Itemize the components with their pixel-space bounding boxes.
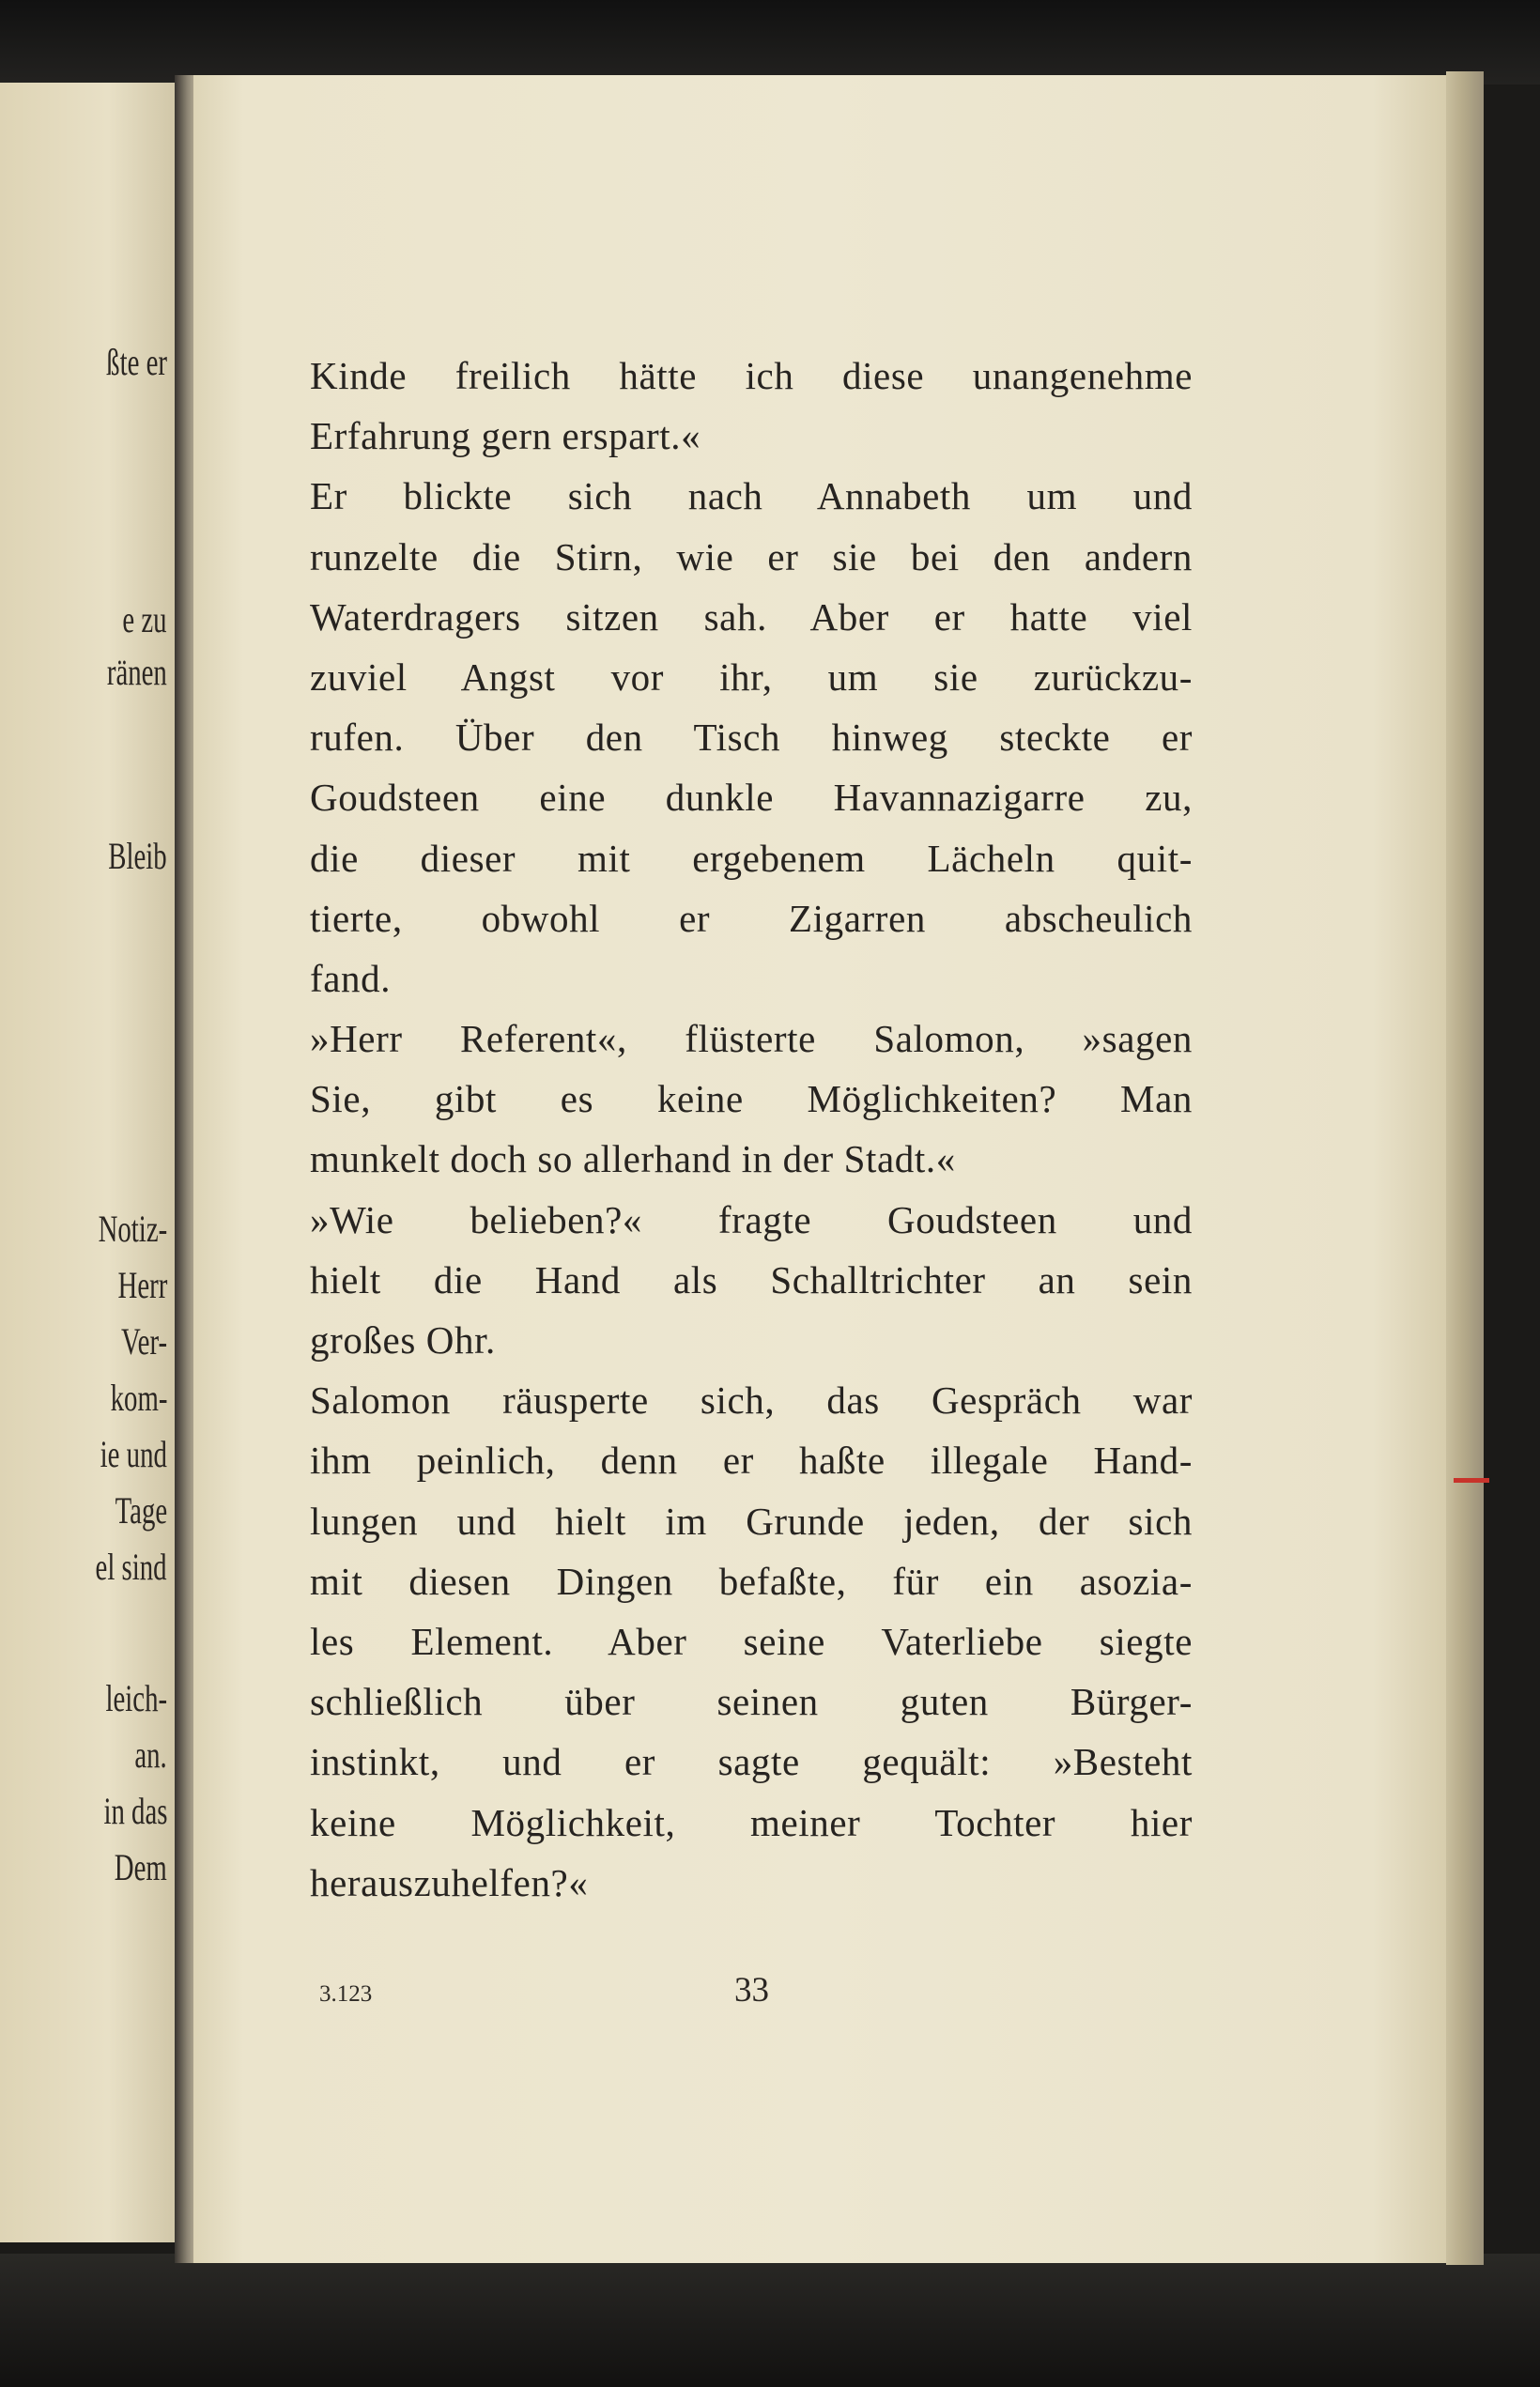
printer-signature: 3.123 xyxy=(319,1981,373,2007)
text-line: Sie, gibt es keine Möglichkeiten? Man xyxy=(310,1077,1193,1121)
left-page-text-fragment: Dem xyxy=(115,1846,167,1888)
left-page-text-fragment: Herr xyxy=(117,1264,167,1306)
text-line: lungen und hielt im Grunde jeden, der sich xyxy=(310,1499,1193,1543)
left-page-text-fragment: ßte er xyxy=(106,341,167,383)
text-line: Kinde freilich hätte ich diese unangenehme xyxy=(310,354,1193,397)
text-line: munkelt doch so allerhand in der Stadt.« xyxy=(310,1137,956,1181)
left-page-text-fragment: in das xyxy=(103,1790,167,1832)
text-line: runzelte die Stirn, wie er sie bei den andern xyxy=(310,534,1193,578)
scan-backdrop-top xyxy=(0,0,1540,85)
text-line: instinkt, und er sagte gequält: »Besteht xyxy=(310,1740,1193,1784)
text-line: keine Möglichkeit, meiner Tochter hier xyxy=(310,1800,1193,1844)
left-page-text-fragment: Notiz- xyxy=(98,1208,167,1250)
left-page-text-fragment: leich- xyxy=(105,1677,167,1719)
bookmark-ribbon-mark xyxy=(1454,1478,1489,1483)
text-line: schließlich über seinen guten Bürger- xyxy=(310,1680,1193,1724)
text-line: mit diesen Dingen befaßte, für ein asozia- xyxy=(310,1559,1193,1603)
page-fore-edge xyxy=(1446,71,1484,2265)
text-line: ihm peinlich, denn er haßte illegale Hand- xyxy=(310,1439,1193,1483)
left-page-text-fragment: Ver- xyxy=(121,1320,167,1363)
text-line: zuviel Angst vor ihr, um sie zurückzu- xyxy=(310,654,1193,699)
left-page-edge xyxy=(0,83,180,2242)
text-line: rufen. Über den Tisch hinweg steckte er xyxy=(310,716,1193,760)
text-line: hielt die Hand als Schalltrichter an sein xyxy=(310,1257,1193,1301)
text-line: die dieser mit ergebenem Lächeln quit- xyxy=(310,836,1193,880)
text-line: »Herr Referent«, flüsterte Salomon, »sagen xyxy=(310,1017,1193,1061)
text-line: herauszuhelfen?« xyxy=(310,1860,589,1904)
text-line: Waterdragers sitzen sah. Aber er hatte viel xyxy=(310,594,1193,639)
page-number: 33 xyxy=(734,1971,769,2010)
left-page-text-fragment: el sind xyxy=(96,1546,167,1588)
left-page-text-fragment: e zu xyxy=(122,598,167,640)
text-line: tierte, obwohl er Zigarren abscheulich xyxy=(310,896,1193,940)
text-line: les Element. Aber seine Vaterliebe siegte xyxy=(310,1619,1193,1663)
scan-backdrop-bottom xyxy=(0,2254,1540,2387)
left-page-text-fragment: ie und xyxy=(100,1433,167,1475)
left-page-text-fragment: kom- xyxy=(110,1377,167,1419)
page-text-body xyxy=(310,346,1193,1913)
left-page-text-fragment: Tage xyxy=(115,1489,167,1532)
left-page-text-fragment: ränen xyxy=(107,651,167,693)
text-line: Erfahrung gern erspart.« xyxy=(310,414,701,458)
text-line: »Wie belieben?« fragte Goudsteen und xyxy=(310,1197,1193,1241)
text-line: Salomon räusperte sich, das Gespräch war xyxy=(310,1378,1193,1423)
text-line: fand. xyxy=(310,956,392,1000)
left-page-text-fragment: Bleib xyxy=(108,835,167,877)
text-line: Goudsteen eine dunkle Havannazigarre zu, xyxy=(310,776,1193,820)
left-page-text-fragment: an. xyxy=(134,1733,167,1776)
text-line: Er blickte sich nach Annabeth um und xyxy=(310,474,1193,518)
text-line: großes Ohr. xyxy=(310,1318,496,1362)
